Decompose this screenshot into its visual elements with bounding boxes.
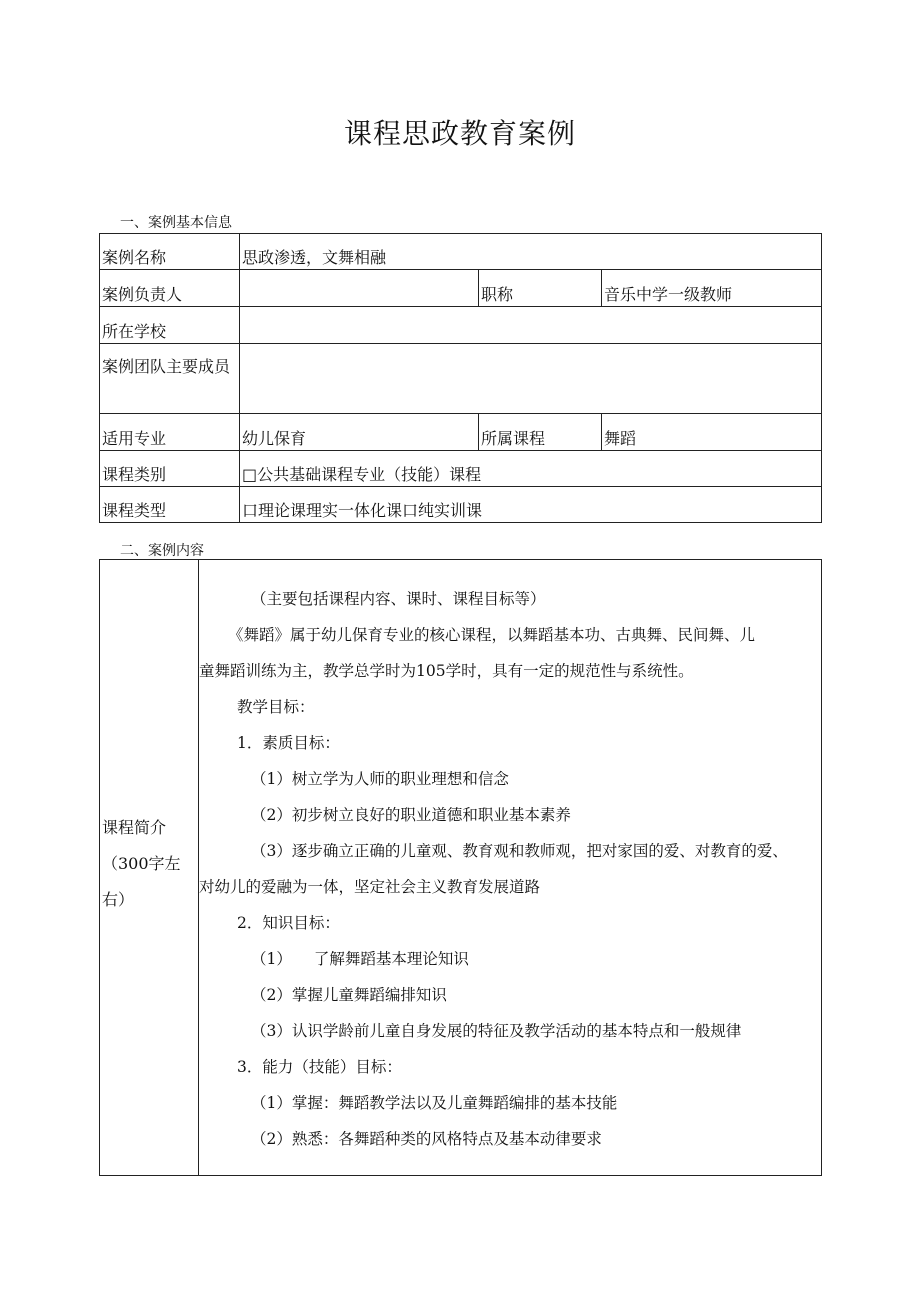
job-title-label: 职称 xyxy=(479,270,602,307)
case-name-label: 案例名称 xyxy=(100,234,240,270)
ability-goal-1: （1）掌握：舞蹈教学法以及儿童舞蹈编排的基本技能 xyxy=(251,1094,618,1112)
ability-goal-2: （2）熟悉：各舞蹈种类的风格特点及基本动律要求 xyxy=(251,1130,602,1148)
quality-goal-1: （1）树立学为人师的职业理想和信念 xyxy=(251,770,509,788)
knowledge-goal-3: （3）认识学龄前儿童自身发展的特征及教学活动的基本特点和一般规律 xyxy=(251,1022,742,1040)
course-value: 舞蹈 xyxy=(602,414,822,451)
row-owner xyxy=(100,270,822,307)
row-type xyxy=(100,487,822,523)
quality-goals-heading: 1．素质目标： xyxy=(237,734,340,752)
team-value xyxy=(240,344,822,414)
row-case-name xyxy=(100,234,822,270)
course-intro-text xyxy=(199,560,821,1157)
course-intro-label: 课程简介 xyxy=(102,818,167,837)
row-major xyxy=(100,414,822,451)
ability-goals-heading: 3．能力（技能）目标： xyxy=(237,1058,402,1076)
major-label: 适用专业 xyxy=(100,414,240,451)
quality-goal-3-line-2: 对幼儿的爱融为一体，坚定社会主义教育发展道路 xyxy=(199,878,541,896)
job-title-value: 音乐中学一级教师 xyxy=(602,270,822,307)
category-value: □公共基础课程专业（技能）课程 xyxy=(240,451,822,487)
type-label: 课程类型 xyxy=(100,487,240,523)
knowledge-goal-1-text: 了解舞蹈基本理论知识 xyxy=(313,950,469,968)
content-note: （主要包括课程内容、课时、课程目标等） xyxy=(251,590,546,608)
course-label: 所属课程 xyxy=(479,414,602,451)
row-category xyxy=(100,451,822,487)
knowledge-goals-heading: 2．知识目标： xyxy=(237,914,340,932)
course-intro-word-count: （300字左 xyxy=(102,854,181,873)
section-heading-content: 二、案例内容 xyxy=(120,543,204,559)
school-value xyxy=(240,307,822,344)
teaching-goals-heading: 教学目标： xyxy=(237,698,315,716)
owner-value xyxy=(240,270,479,307)
owner-label: 案例负责人 xyxy=(100,270,240,307)
row-school xyxy=(100,307,822,344)
quality-goal-3-line-1: （3）逐步确立正确的儿童观、教育观和教师观，把对家国的爱、对教育的爱、 xyxy=(251,842,788,860)
course-intro-label-cell xyxy=(100,560,199,1176)
team-label: 案例团队主要成员 xyxy=(100,344,240,414)
case-name-value: 思政渗透，文舞相融 xyxy=(240,234,822,270)
course-intro-content-cell xyxy=(199,560,822,1176)
school-label: 所在学校 xyxy=(100,307,240,344)
category-label: 课程类别 xyxy=(100,451,240,487)
course-description-line-2: 童舞蹈训练为主，教学总学时为105学时，具有一定的规范性与系统性。 xyxy=(199,662,694,680)
basic-info-table xyxy=(99,233,822,523)
section-heading-basic-info: 一、案例基本信息 xyxy=(120,215,232,231)
course-intro-word-count-end: 右） xyxy=(102,890,135,909)
major-value: 幼儿保育 xyxy=(240,414,479,451)
type-value: 口理论课理实一体化课口纯实训课 xyxy=(240,487,822,523)
quality-goal-2: （2）初步树立良好的职业道德和职业基本素养 xyxy=(251,806,571,824)
row-team xyxy=(100,344,822,414)
knowledge-goal-1-number: （1） xyxy=(251,950,292,968)
course-description-line-1: 《舞蹈》属于幼儿保育专业的核心课程，以舞蹈基本功、古典舞、民间舞、儿 xyxy=(228,626,756,644)
page-title: 课程思政教育案例 xyxy=(343,117,576,150)
case-content-table xyxy=(99,559,822,1176)
knowledge-goal-2: （2）掌握儿童舞蹈编排知识 xyxy=(251,986,447,1004)
knowledge-goal-1 xyxy=(199,941,821,977)
